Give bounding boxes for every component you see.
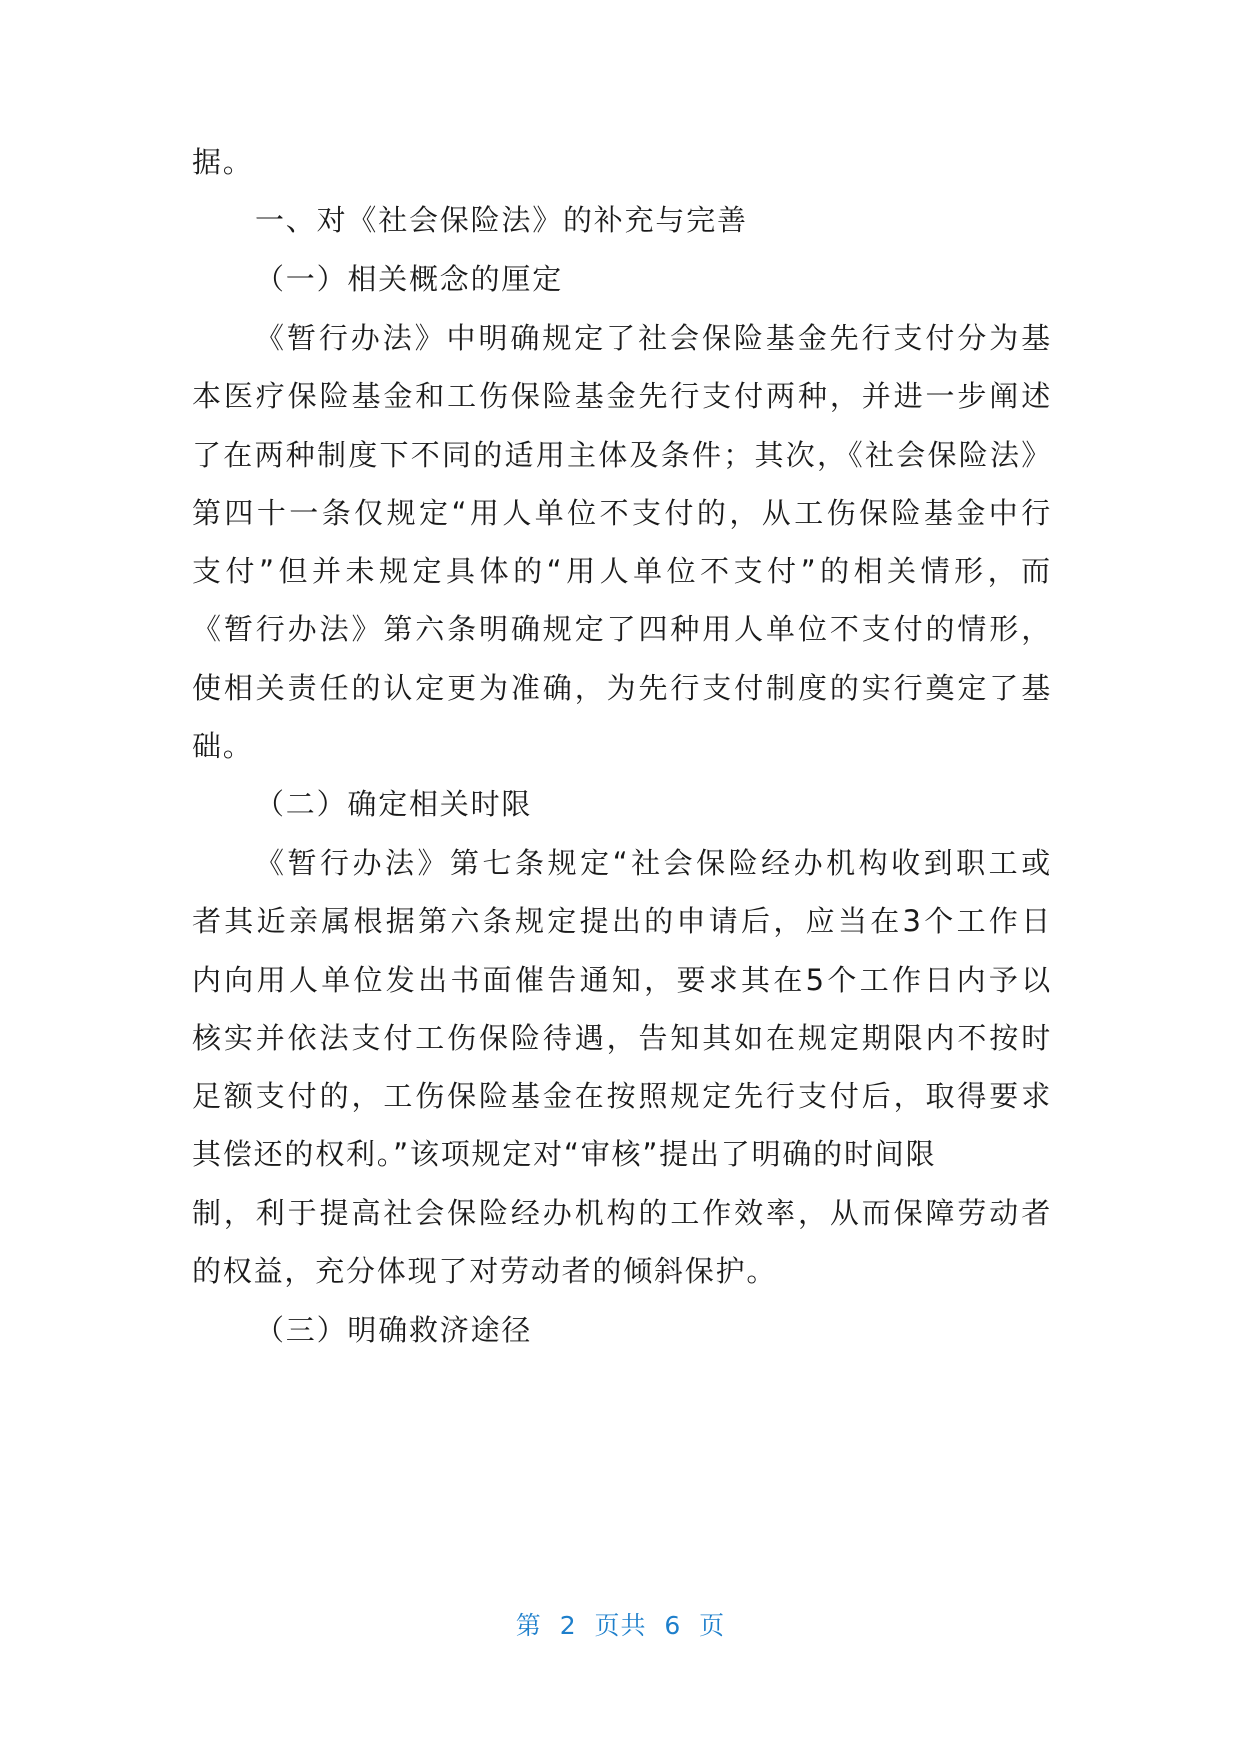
paragraph-line: 据。 [192, 145, 254, 179]
paragraph-line: 了在两种制度下不同的适用主体及条件；其次，《社会保险法》 [192, 438, 1052, 472]
subsection-heading: （一）相关概念的厘定 [255, 262, 564, 296]
paragraph-line: 内向用人单位发出书面催告通知，要求其在5个工作日内予以 [192, 963, 1052, 997]
paragraph-line: 其偿还的权利。”该项规定对“审核”提出了明确的时间限 [192, 1137, 937, 1171]
paragraph-line: 核实并依法支付工伤保险待遇，告知其如在规定期限内不按时 [192, 1021, 1052, 1055]
paragraph-line: 础。 [192, 729, 254, 763]
section-heading: 一、对《社会保险法》的补充与完善 [255, 203, 748, 237]
paragraph-line: 使相关责任的认定更为准确，为先行支付制度的实行奠定了基 [192, 671, 1052, 705]
paragraph-line: 《暂行办法》第六条明确规定了四种用人单位不支付的情形， [192, 612, 1052, 646]
page-number-footer: 第 2 页共 6 页 [515, 1611, 726, 1640]
paragraph-line: 制，利于提高社会保险经办机构的工作效率，从而保障劳动者 [192, 1196, 1052, 1230]
paragraph-line: 第四十一条仅规定“用人单位不支付的，从工伤保险基金中行 [192, 496, 1052, 530]
paragraph-line: 足额支付的，工伤保险基金在按照规定先行支付后，取得要求 [192, 1079, 1052, 1113]
paragraph-line: 本医疗保险基金和工伤保险基金先行支付两种，并进一步阐述 [192, 379, 1052, 413]
paragraph-line: 《暂行办法》第七条规定“社会保险经办机构收到职工或 [255, 846, 1052, 880]
paragraph-line: 者其近亲属根据第六条规定提出的申请后，应当在3个工作日 [192, 904, 1052, 938]
paragraph-line: 的权益，充分体现了对劳动者的倾斜保护。 [192, 1254, 778, 1288]
subsection-heading: （二）确定相关时限 [255, 787, 533, 821]
paragraph-line: 《暂行办法》中明确规定了社会保险基金先行支付分为基 [255, 321, 1052, 355]
subsection-heading: （三）明确救济途径 [255, 1313, 533, 1347]
paragraph-line: 支付”但并未规定具体的“用人单位不支付”的相关情形，而 [192, 554, 1052, 588]
